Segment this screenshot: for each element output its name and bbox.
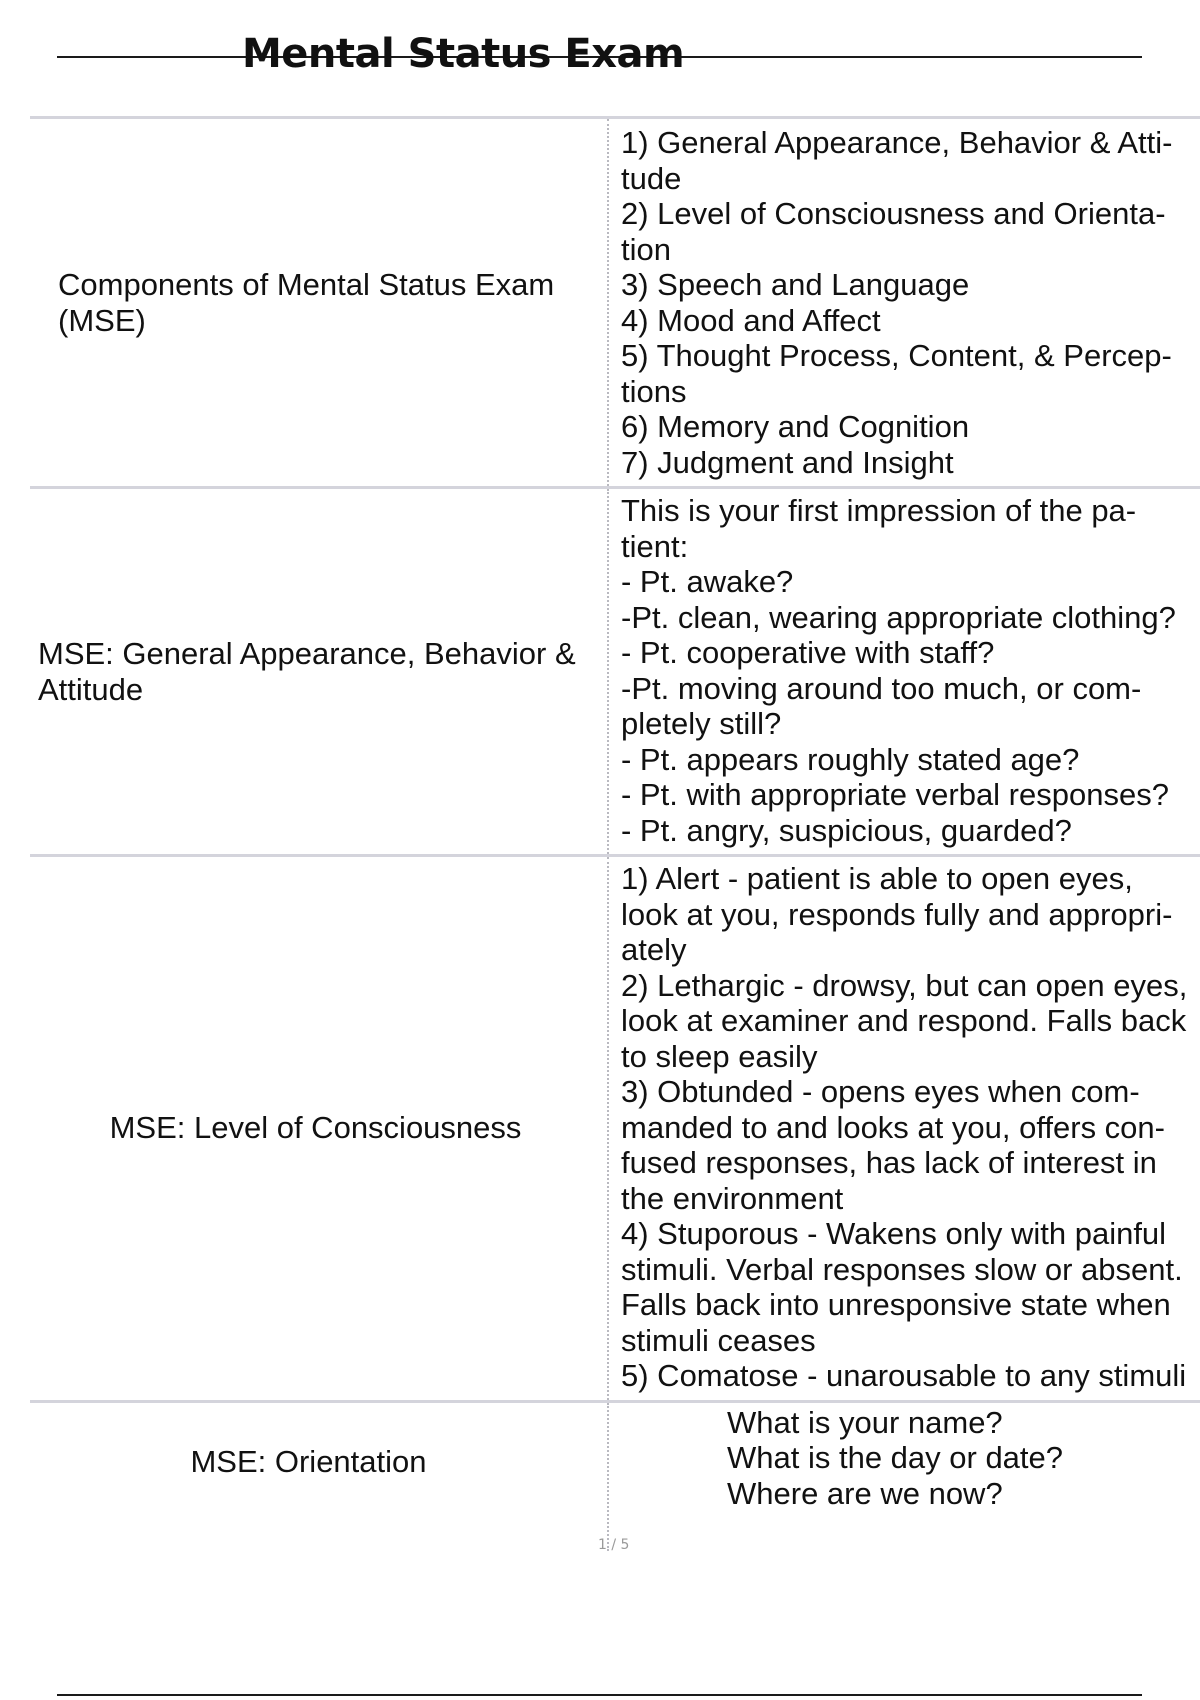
definition-line: - Pt. awake? bbox=[621, 564, 794, 599]
definition-line: pletely still? bbox=[621, 706, 782, 741]
definition-line: to sleep easily bbox=[621, 1038, 818, 1074]
definition-line: 2) Level of Consciousness and Orienta- bbox=[621, 196, 1166, 231]
definition-line: What is the day or date? bbox=[727, 1440, 1064, 1475]
definition-cell bbox=[607, 857, 1200, 1400]
definition-line: look at examiner and respond. Falls back bbox=[621, 1003, 1187, 1038]
definition-line: - Pt. cooperative with staff? bbox=[621, 635, 995, 670]
definition-line: 4) Mood and Affect bbox=[621, 302, 881, 338]
definition-line: - Pt. with appropriate verbal responses? bbox=[621, 777, 1169, 812]
definition-line: the environment bbox=[621, 1180, 844, 1216]
term-text bbox=[58, 267, 554, 339]
definition-cell bbox=[607, 1403, 1200, 1552]
definition-line: stimuli ceases bbox=[621, 1322, 816, 1358]
term-line: Attitude bbox=[38, 671, 144, 707]
term-text bbox=[110, 1110, 522, 1146]
term-cell bbox=[30, 489, 607, 854]
term-cell bbox=[30, 119, 607, 486]
definition-line: fused responses, has lack of interest in bbox=[621, 1145, 1157, 1180]
term-line: Components of Mental Status Exam bbox=[58, 266, 555, 302]
flashcard-row bbox=[30, 1400, 1200, 1552]
flashcard-row bbox=[30, 486, 1200, 854]
definition-line: manded to and looks at you, offers con- bbox=[621, 1109, 1165, 1145]
definition-line: 5) Comatose - unarousable to any stimuli bbox=[621, 1358, 1187, 1393]
term-line: (MSE) bbox=[58, 302, 146, 338]
term-cell bbox=[30, 857, 607, 1400]
term-text bbox=[38, 636, 576, 708]
definition-line: What is your name? bbox=[727, 1404, 1003, 1440]
definition-line: tion bbox=[621, 231, 671, 267]
flashcard-table bbox=[30, 116, 1200, 1551]
bottom-rule bbox=[57, 1694, 1142, 1696]
definition-line: 2) Lethargic - drowsy, but can open eyes, bbox=[621, 967, 1188, 1003]
definition-line: 3) Speech and Language bbox=[621, 267, 970, 302]
definition-line: ately bbox=[621, 932, 687, 967]
definition-line: tude bbox=[621, 160, 682, 196]
definition-line: Falls back into unresponsive state when bbox=[621, 1287, 1171, 1322]
definition-line: - Pt. angry, suspicious, guarded? bbox=[621, 812, 1072, 848]
definition-line: look at you, responds fully and appropri- bbox=[621, 896, 1173, 932]
term-cell bbox=[30, 1403, 607, 1552]
flashcard-row bbox=[30, 854, 1200, 1400]
page-number: 1 / 5 bbox=[598, 1537, 630, 1553]
definition-line: 1) General Appearance, Behavior & Atti- bbox=[621, 125, 1173, 160]
definition-line: 4) Stuporous - Wakens only with painful bbox=[621, 1216, 1167, 1251]
definition-line: -Pt. moving around too much, or com- bbox=[621, 670, 1142, 706]
definition-line: Where are we now? bbox=[727, 1475, 1003, 1511]
term-line: MSE: General Appearance, Behavior & bbox=[38, 635, 576, 671]
flashcard-row bbox=[30, 116, 1200, 486]
definition-line: tient: bbox=[621, 528, 689, 564]
page-title: Mental Status Exam bbox=[242, 31, 685, 77]
definition-line: 7) Judgment and Insight bbox=[621, 444, 954, 480]
term-line: MSE: Orientation bbox=[190, 1443, 427, 1479]
definition-line: -Pt. clean, wearing appropriate clothing? bbox=[621, 599, 1176, 635]
definition-line: This is your first impression of the pa- bbox=[621, 493, 1137, 528]
definition-line: 3) Obtunded - opens eyes when com- bbox=[621, 1074, 1140, 1109]
definition-line: - Pt. appears roughly stated age? bbox=[621, 741, 1080, 777]
definition-line: 1) Alert - patient is able to open eyes, bbox=[621, 861, 1133, 896]
definition-line: 6) Memory and Cognition bbox=[621, 409, 970, 444]
definition-cell bbox=[607, 119, 1200, 486]
definition-cell bbox=[607, 489, 1200, 854]
term-line: MSE: Level of Consciousness bbox=[109, 1110, 522, 1146]
definition-line: 5) Thought Process, Content, & Percep- bbox=[621, 338, 1172, 373]
definition-line: tions bbox=[621, 373, 687, 409]
definition-line: stimuli. Verbal responses slow or absent. bbox=[621, 1251, 1183, 1287]
term-text bbox=[190, 1444, 426, 1480]
